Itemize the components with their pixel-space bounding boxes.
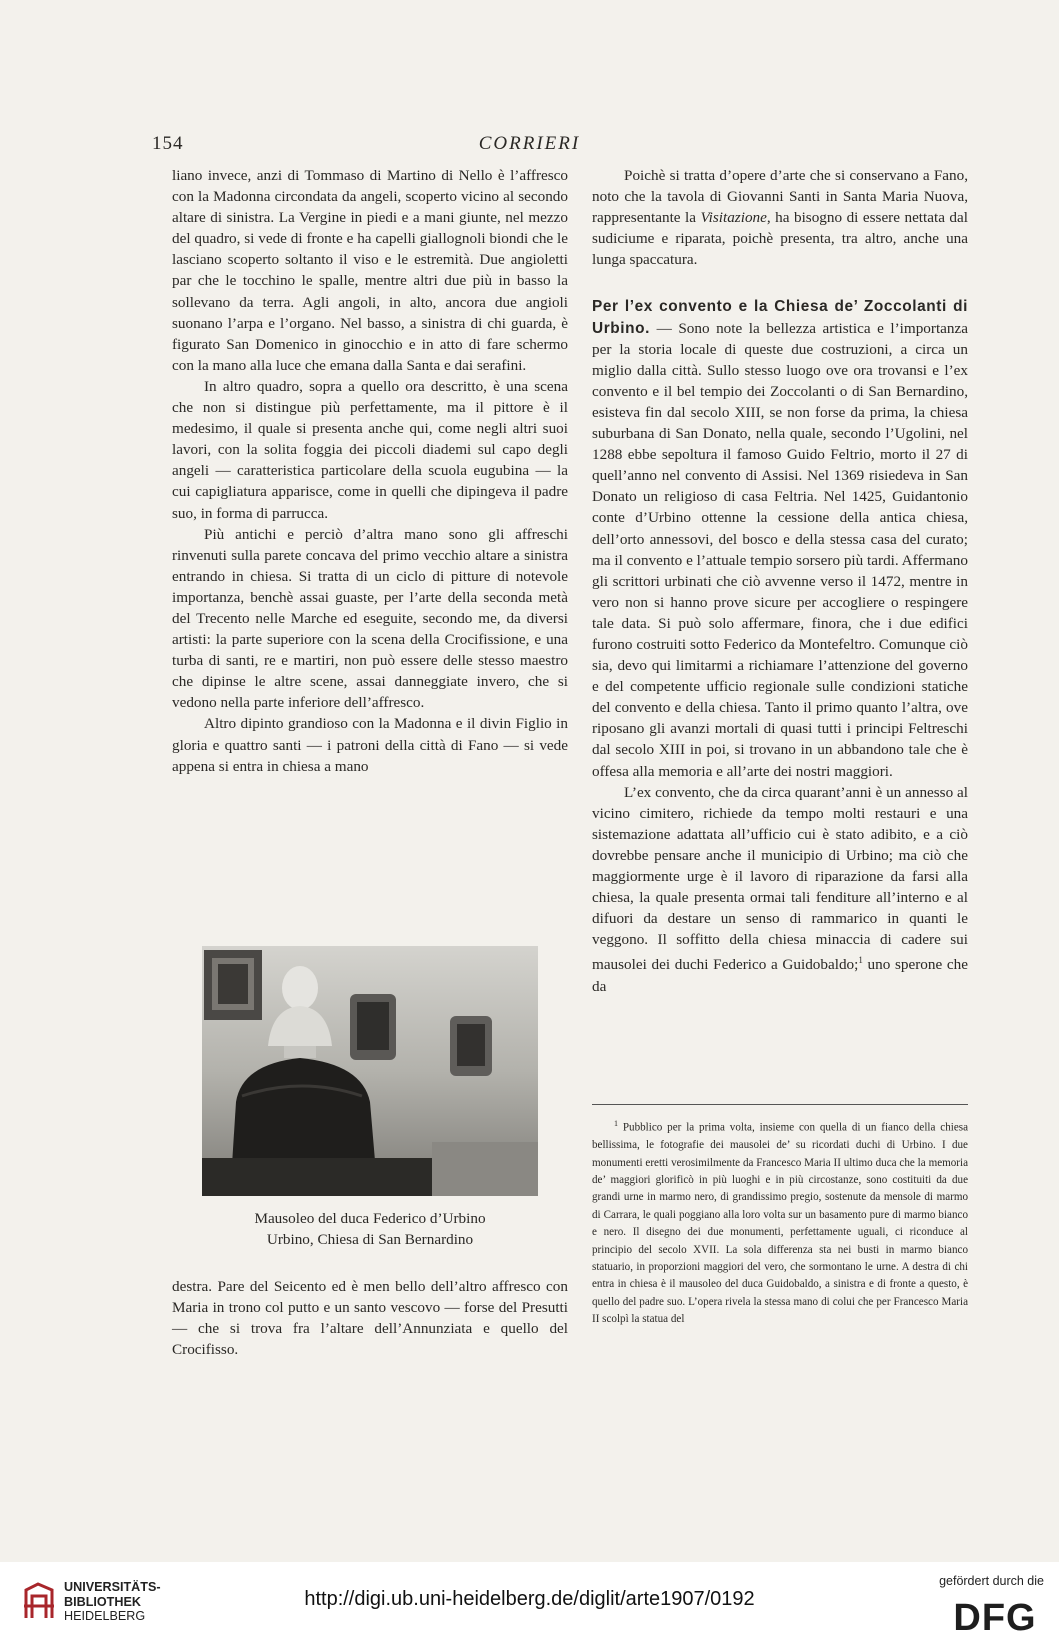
footnote — [592, 1115, 968, 1329]
footnote-reference: 1 — [858, 955, 863, 966]
dfg-logo-text: DFG — [953, 1597, 1037, 1636]
right-intro-paragraph — [592, 165, 968, 270]
institution-line-1: UNIVERSITÄTS- — [64, 1580, 161, 1594]
left-paragraph-3: Più antichi e perciò d’altra mano sono gli affreschi rinvenuti sulla parete concava del primo vecchio altare a sinistra entrando in chiesa. Si tratta di un ciclo di pitture di notevole importanza, benchè assai guaste, per l’arte della seconda metà del Trecento nelle Marche ed eseguite, secondo me, da diversi artisti: la parte superiore con la scena della Crocifissione, e una turba di santi, re e martiri, non può essere delle stesso maestro che dipinse le altre scene, assai danneggiate invero, che si vedono nella parte inferiore dell’affresco. — [172, 525, 568, 712]
permalink-url[interactable]: http://digi.ub.uni-heidelberg.de/diglit/arte1907/0192 — [304, 1588, 755, 1610]
right-paragraph-2-text: L’ex convento, che da circa quarant’anni è un annesso al vicino cimitero, richiede da tempo molti restauri e una sistemazione adattata all’ufficio cui è stato adibito, e a ciò dovrebbe pensare anche il municipio di Urbino; ma ciò che maggiormente urge è il lavoro di riparazione da farsi alla chiesa, la quale presenta ormai tali fenditure all’interno e al difuori da destare un senso di rammarico in quanti le veggono. Il soffitto della chiesa minaccia di cadere sui mausolei dei duchi Federico a Guidobaldo; — [592, 783, 968, 974]
institution-line-2: BIBLIOTHEK — [64, 1594, 141, 1609]
dfg-logo-icon — [945, 1596, 1045, 1636]
left-paragraph-4: Altro dipinto grandioso con la Madonna e il divin Figlio in gloria e quattro santi — i patroni della città di Fano — si vede appena si entra in chiesa a mano — [172, 715, 568, 775]
figure-caption-location: Urbino, Chiesa di San Bernardino — [266, 1231, 474, 1248]
footnote-mark: 1 — [614, 1119, 618, 1128]
page-header — [0, 133, 1059, 157]
funded-by-label: gefördert durch die — [939, 1574, 1044, 1588]
section-heading: Per l’ex convento e la Chiesa de’ Zoccolanti di Urbino. — [592, 298, 968, 337]
page-number: 154 — [152, 133, 184, 154]
right-column — [592, 165, 968, 997]
mausoleum-photo-image — [202, 946, 538, 1196]
left-bottom-text — [172, 1276, 568, 1360]
mausoleum-photograph — [202, 946, 538, 1196]
right-intro-italic: Visitazione — [700, 209, 767, 227]
left-column — [172, 165, 568, 777]
right-intro-text: Poichè si tratta d’opere d’arte che si conservano a Fano, noto che la tavola di Giovanni Santi in Santa Maria Nuova, rappresentante la — [592, 167, 968, 227]
digitization-footer — [0, 1562, 1059, 1646]
left-paragraph-1: liano invece, anzi di Tommaso di Martino di Nello è l’affresco con la Madonna circondata da angeli, scoperto vicino al secondo altare di sinistra. La Vergine in piedi e a mani giunte, nel mezzo del quadro, si vede di fronte e ha capelli giallognoli biondi che le lasciano scoperto soltanto il viso e le estremità. Due angioletti par che le tocchino le spalle, mentre altri due più in basso la sollevano da terra. Agli angoli, in alto, ancora due angioli suonano l’arpa e l’organo. Nel basso, a sinistra di chi guarda, è figurato San Domenico in ginocchio e in atto di fare schermo con la mano alla luce che emana dalla Santa e dai serafini. — [172, 167, 568, 374]
institution-line-3: HEIDELBERG — [64, 1609, 146, 1623]
section-paragraph — [592, 296, 968, 781]
left-bottom-paragraph: destra. Pare del Seicento ed è men bello dell’altro affresco con Maria in trono col putto e un santo vescovo — forse del Presutti — che si trova fra l’altare dell’Annunziata e quello del Crocifisso. — [172, 1278, 568, 1359]
right-paragraph-2 — [592, 782, 968, 997]
left-paragraph-2: In altro quadro, sopra a quello ora descritto, è una scena che non si distingue più perfettamente, ma il pittore è il medesimo, il quale si presenta anche qui, come negli altri suoi lavori, con la solita foggia dei piccoli diademi sul capo degli angeli — caratteristica particolare della scuola eugubina — la cui capigliatura apparisce, come in quelli che dipingeva il padre suo, in forma di parrucca. — [172, 377, 568, 522]
running-title: CORRIERI — [478, 133, 581, 154]
figure-caption-title: Mausoleo del duca Federico d’Urbino — [254, 1210, 486, 1227]
section-text: — Sono note la bellezza artistica e l’importanza per la storia locale di queste due costruzioni, a circa un miglio dalla città. Sullo stesso luogo ove ora trovansi e l’ex convento e il bel tempio dei Zoccolanti o di San Bernardino, esisteva fin dal secolo XIII, se non forse da prima, la chiesa suburbana di San Donato, nella quale, secondo l’Ugolini, nel 1288 ebbe sepoltura il famoso Guido Feltrio, morto il 27 di quell’anno nel convento di Assisi. Nel 1369 risiedeva in San Donato un religioso di casa Feltria. Nel 1425, Guidantonio conte d’Urbino ottenne la cessione della antica chiesa, dell’orto annessovi, del bosco e della stessa casa del curato; ma il convento e l’attuale tempio sorsero più tardi. Affermano gli scrittori urbinati che ciò avvenne verso il 1472, mentre in vero non si hanno prove sicure per accogliere o respingere tale data. Si può solo affermare, finora, che i due edifici furono costruiti sotto Federico da Montefeltro. Comunque ciò sia, devo qui limitarmi a richiamare l’attenzione del governo e del competente ufficio regionale sulle condizioni statiche del convento e della chiesa. Tanto il primo quanto l’altra, ove riposano gli avanzi mortali di quasi tutti i principi Feltreschi dal secolo XIII in poi, si trovano in un abbandono tale che è offesa alla memoria e all’arte dei nostri maggiori. — [592, 319, 968, 780]
footnote-text: Pubblico per la prima volta, insieme con quella di un fianco della chiesa bellissima, le fotografie dei mausolei de’ su ricordati duchi di Urbino. I due monumenti eretti verosimilmente da Francesco Maria II ultimo duca che la memoria de’ maggiori glorificò in più luoghi e in più circostanze, sono costituiti da due grandi urne in marmo nero, di grandissimo pregio, sostenute da mensole di marmo di Carrara, le quali poggiano alla loro volta sur un basamento pure di marmo bianco e nero. Il disegno dei due monumenti, perfettamente uguali, ci riconduce al principio del secolo XVII. La sola differenza sta nei busti in marmo bianco statuario, in proporzioni maggiori del vero, che sormontano le urne. A destra di chi entra in chiesa è il mausoleo del duca Guidobaldo, a sinistra e di fronte a questo, è quello del padre suo. L’opera rivela la stessa mano di colui che per Francesco Maria II scolpì la statua del — [592, 1121, 968, 1326]
right-paragraph-2-end: uno sperone che da — [592, 956, 968, 995]
right-intro-end: , ha bisogno di essere nettata dal sudiciume e riparata, poichè presenta, tra altro, anche una lunga spaccatura. — [592, 209, 968, 269]
figure-caption — [172, 1208, 568, 1250]
footnote-divider — [592, 1104, 968, 1105]
